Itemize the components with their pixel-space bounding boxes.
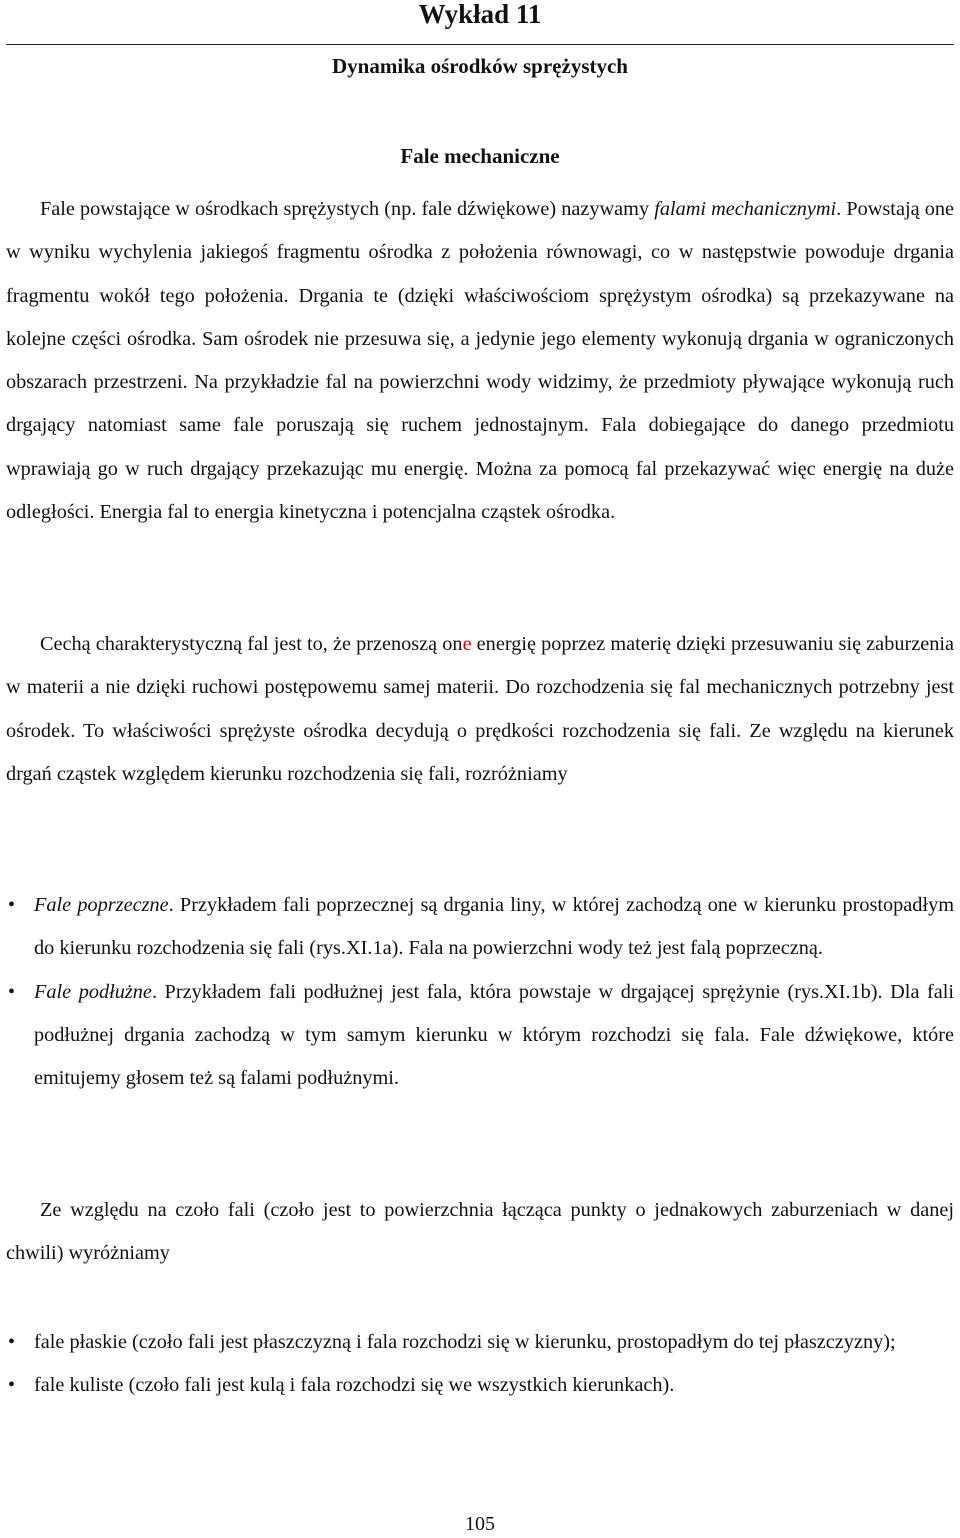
intro-text-rest: . Powstają one w wyniku wychylenia jakiegoś fragmentu ośrodka z położenia równowagi, co w następstwie powoduje drgania fragmentu wokół tego położenia. Drgania te (dzięki właściwościom sprężystym ośrodka) są przekazywane na kolejne części ośrodka. Sam ośrodek nie przesuwa się, a jedynie jego elementy wykonują drgania w ograniczonych obszarach przestrzeni. Na przykładzie fal na powierzchni wody widzimy, że przedmioty pływające wykonują ruch drgający natomiast same fale poruszają się ruchem jednostajnym. Fala dobiegające do danego przedmiotu wprawiają go w ruch drgający przekazując mu energię. Można za pomocą fal przekazywać więc energię na duże odległości. Energia fal to energia kinetyczna i potencjalna cząstek ośrodka. — [6, 198, 954, 524]
characteristic-text-start: Cechą charakterystyczną fal jest to, że przenoszą on — [40, 633, 463, 655]
page-title: Wykład 11 — [418, 0, 542, 29]
wave-type-list — [6, 884, 954, 1100]
wavefront-type-text: fale płaskie (czoło fali jest płaszczyzną i fala rozchodzi się w kierunku, prostopadłym do tej płaszczyzny); — [34, 1331, 896, 1353]
header-rule — [6, 44, 954, 45]
characteristic-paragraph — [6, 623, 954, 796]
bullet-icon: • — [8, 894, 16, 916]
section-heading: Fale mechaniczne — [400, 144, 560, 168]
wave-type-description: . Przykładem fali podłużnej jest fala, która powstaje w drgającej sprężynie (rys.XI.1b). Dla fali podłużnej drgania zachodzą w tym samym kierunku w którym rozchodzi się fala. Fale dźwiękowe, które emitujemy głosem też są falami podłużnymi. — [34, 980, 955, 1090]
intro-text-start: Fale powstające w ośrodkach sprężystych (np. fale dźwiękowe) nazywamy — [40, 198, 655, 220]
bullet-icon: • — [8, 1331, 16, 1353]
highlighted-letter: e — [462, 633, 472, 655]
wavefront-type-list — [6, 1321, 954, 1408]
bullet-icon: • — [8, 980, 16, 1003]
list-item — [6, 971, 954, 1101]
bullet-icon: • — [8, 1374, 16, 1397]
wavefront-paragraph: Ze względu na czoło fali (czoło jest to powierzchnia łącząca punkty o jednakowych zaburzeniach w danej chwili) wyróżniamy — [6, 1199, 954, 1265]
characteristic-text-rest: energię poprzez materię dzięki przesuwaniu się zaburzenia w materii a nie dzięki ruchowi postępowemu samej materii. Do rozchodzenia się fal mechanicznych potrzebny jest ośrodek. To właściwości sprężyste ośrodka decydują o prędkości rozchodzenia się fali. Ze względu na kierunek drgań cząstek względem kierunku rozchodzenia się fali, rozróżniamy — [6, 633, 955, 785]
wave-type-term: Fale poprzeczne — [34, 894, 169, 916]
page-subtitle: Dynamika ośrodków sprężystych — [332, 54, 628, 78]
list-item — [6, 1321, 954, 1364]
wave-type-term: Fale podłużne — [34, 980, 152, 1003]
wavefront-type-text: fale kuliste (czoło fali jest kulą i fala rozchodzi się we wszystkich kierunkach). — [34, 1374, 675, 1397]
intro-italic-term: falami mechanicznymi — [654, 198, 837, 220]
wave-type-description: . Przykładem fali poprzecznej są drgania liny, w której zachodzą one w kierunku prostopadłym do kierunku rozchodzenia się fali (rys.XI.1a). Fala na powierzchni wody też jest falą poprzeczną. — [34, 894, 954, 960]
list-item — [6, 1364, 954, 1407]
intro-paragraph — [6, 188, 954, 534]
page-number: 105 — [465, 1513, 495, 1535]
list-item — [6, 884, 954, 971]
